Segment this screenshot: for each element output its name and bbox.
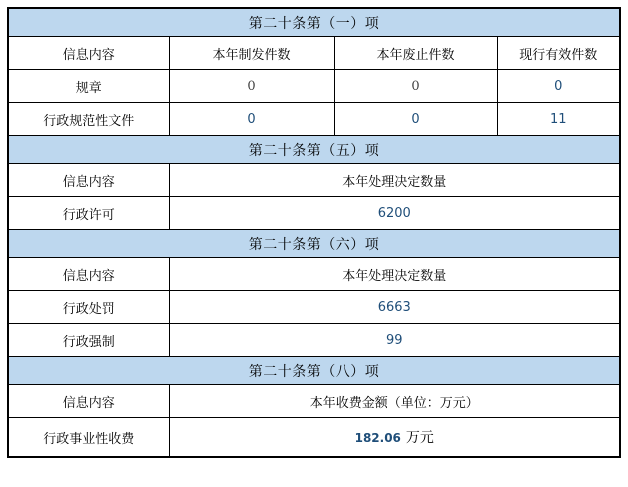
row-value: 0 [497, 70, 619, 103]
section-title: 第二十条第（五）项 [248, 141, 380, 158]
table-row [9, 418, 619, 457]
row-label: 行政事业性收费 [9, 418, 169, 457]
table-row [9, 70, 619, 103]
column-header: 信息内容 [9, 164, 169, 197]
column-header: 本年制发件数 [169, 37, 334, 70]
section-table-3 [9, 258, 619, 356]
section-title-band-4 [9, 356, 619, 385]
column-header-row [9, 37, 619, 70]
section-table-4 [9, 385, 619, 456]
section-title-band-2 [9, 135, 619, 164]
row-value: 6663 [169, 291, 619, 324]
row-value: 11 [497, 103, 619, 136]
column-header: 信息内容 [9, 258, 169, 291]
row-value: 0 [169, 103, 334, 136]
table-row [9, 103, 619, 136]
row-label: 行政许可 [9, 197, 169, 230]
table-row [9, 324, 619, 357]
column-header-row [9, 258, 619, 291]
row-value: 0 [169, 70, 334, 103]
report-table [7, 7, 621, 458]
row-value: 0 [334, 70, 497, 103]
column-header: 现行有效件数 [497, 37, 619, 70]
fee-amount: 182.06 [354, 431, 401, 445]
column-header: 本年处理决定数量 [169, 258, 619, 291]
column-header: 本年废止件数 [334, 37, 497, 70]
section-table-2 [9, 164, 619, 229]
row-label: 规章 [9, 70, 169, 103]
row-value [169, 418, 619, 457]
table-row [9, 291, 619, 324]
column-header: 本年处理决定数量 [169, 164, 619, 197]
column-header: 信息内容 [9, 37, 169, 70]
row-value: 0 [334, 103, 497, 136]
column-header-row [9, 385, 619, 418]
section-title-band-3 [9, 229, 619, 258]
section-title: 第二十条第（一）项 [248, 14, 380, 31]
section-title: 第二十条第（六）项 [248, 235, 380, 252]
section-table-1 [9, 37, 619, 135]
fee-unit: 万元 [405, 429, 434, 445]
column-header-row [9, 164, 619, 197]
row-label: 行政规范性文件 [9, 103, 169, 136]
column-header: 信息内容 [9, 385, 169, 418]
row-value: 99 [169, 324, 619, 357]
row-label: 行政强制 [9, 324, 169, 357]
section-title: 第二十条第（八）项 [248, 362, 380, 379]
section-title-band-1 [9, 9, 619, 37]
row-value: 6200 [169, 197, 619, 230]
row-label: 行政处罚 [9, 291, 169, 324]
column-header: 本年收费金额（单位：万元） [169, 385, 619, 418]
table-row [9, 197, 619, 230]
